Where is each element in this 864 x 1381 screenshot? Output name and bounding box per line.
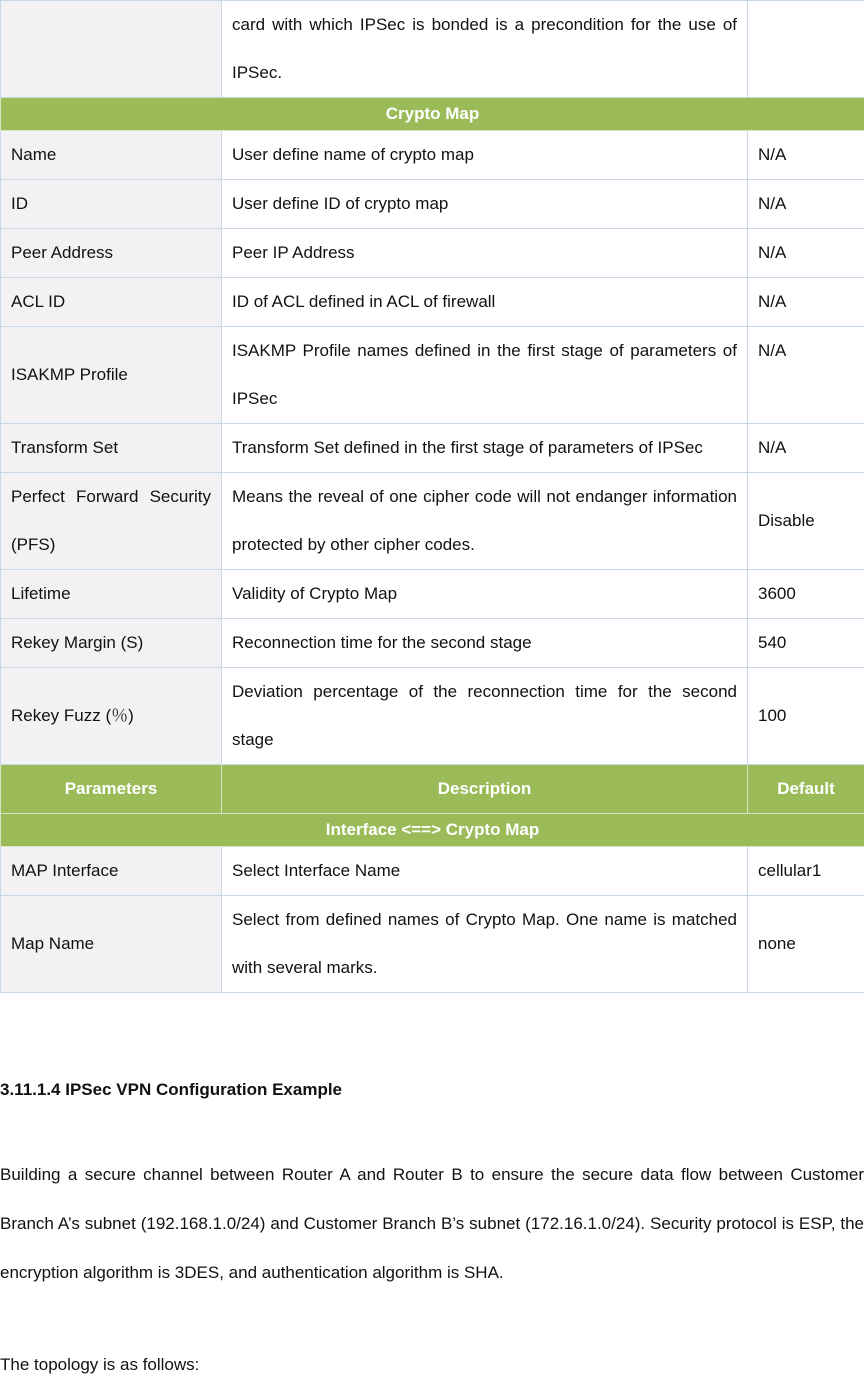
section-title: Crypto Map	[1, 98, 864, 131]
default-cell: 3600	[748, 570, 864, 619]
default-cell	[748, 1, 864, 98]
table-row	[1, 131, 864, 180]
default-cell: N/A	[748, 278, 864, 327]
description-cell: Validity of Crypto Map	[222, 570, 748, 619]
param-cell: Rekey Margin (S)	[1, 619, 222, 668]
param-cell: ACL ID	[1, 278, 222, 327]
table-row	[1, 327, 864, 424]
body-paragraph: Building a secure channel between Router A and Router B to ensure the secure data flow between Customer Branch A’s subnet (192.168.1.0/24) and Customer Branch B’s subnet (172.16.1.0/24). Security protocol is ESP, the encryption algorithm is 3DES, and authentication algorithm is SHA.	[0, 1165, 864, 1282]
description-cell: Peer IP Address	[222, 229, 748, 278]
table-row	[1, 896, 864, 993]
table-row	[1, 619, 864, 668]
column-header-default: Default	[748, 765, 864, 814]
column-header-description: Description	[222, 765, 748, 814]
description-cell: Select from defined names of Crypto Map. One name is matched with several marks.	[222, 896, 748, 993]
param-cell: ID	[1, 180, 222, 229]
description-cell: Means the reveal of one cipher code will not endanger information protected by other cipher codes.	[222, 473, 748, 570]
section-heading: 3.11.1.4 IPSec VPN Configuration Example	[0, 1080, 343, 1099]
description-cell: card with which IPSec is bonded is a precondition for the use of IPSec.	[222, 1, 748, 98]
description-cell: Reconnection time for the second stage	[222, 619, 748, 668]
param-cell: ISAKMP Profile	[1, 327, 222, 424]
param-cell: Peer Address	[1, 229, 222, 278]
table-row	[1, 424, 864, 473]
description-cell: Deviation percentage of the reconnection time for the second stage	[222, 668, 748, 765]
param-cell: Rekey Fuzz (％)	[1, 668, 222, 765]
table-row	[1, 278, 864, 327]
param-cell: MAP Interface	[1, 847, 222, 896]
section-row-interface-map	[1, 814, 864, 847]
default-cell: 100	[748, 668, 864, 765]
default-cell: Disable	[748, 473, 864, 570]
default-cell: N/A	[748, 424, 864, 473]
description-cell: Transform Set defined in the first stage of parameters of IPSec	[222, 424, 748, 473]
column-header-parameters: Parameters	[1, 765, 222, 814]
default-cell: N/A	[748, 131, 864, 180]
param-cell	[1, 1, 222, 98]
param-cell: Transform Set	[1, 424, 222, 473]
description-cell: User define ID of crypto map	[222, 180, 748, 229]
param-cell: Lifetime	[1, 570, 222, 619]
section-row-crypto-map	[1, 98, 864, 131]
description-cell: Select Interface Name	[222, 847, 748, 896]
table-row	[1, 473, 864, 570]
param-cell: Map Name	[1, 896, 222, 993]
param-cell: Name	[1, 131, 222, 180]
topology-caption: The topology is as follows:	[0, 1355, 200, 1374]
default-cell: 540	[748, 619, 864, 668]
table-row	[1, 847, 864, 896]
default-cell: N/A	[748, 180, 864, 229]
table-row	[1, 570, 864, 619]
default-cell: none	[748, 896, 864, 993]
description-cell: User define name of crypto map	[222, 131, 748, 180]
table-row	[1, 229, 864, 278]
table-row	[1, 668, 864, 765]
param-cell: Perfect Forward Security (PFS)	[1, 473, 222, 570]
section-title: Interface <==> Crypto Map	[1, 814, 864, 847]
description-cell: ISAKMP Profile names defined in the first stage of parameters of IPSec	[222, 327, 748, 424]
default-cell: N/A	[748, 229, 864, 278]
table-row	[1, 1, 864, 98]
table-row	[1, 180, 864, 229]
default-cell: N/A	[748, 327, 864, 424]
default-cell: cellular1	[748, 847, 864, 896]
description-cell: ID of ACL defined in ACL of firewall	[222, 278, 748, 327]
column-header-row	[1, 765, 864, 814]
